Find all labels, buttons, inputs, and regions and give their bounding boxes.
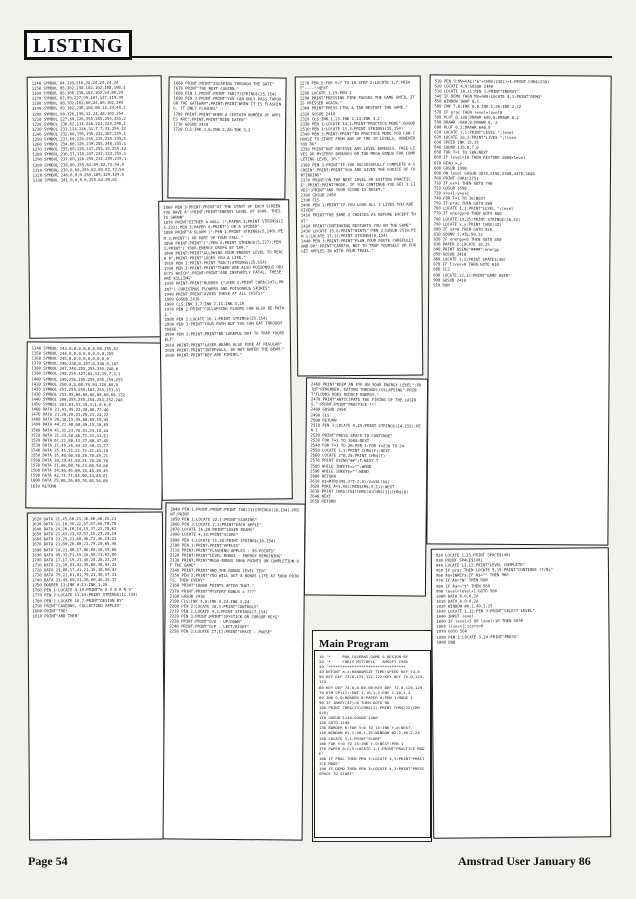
listing-clip-main-program: [314, 650, 431, 838]
listing-text: 1660 PRINT:PRINT"ESCAPING THROUGH THE GATE" 1670 PRINT"THE NEXT CAVERN." 1680 PEN 1:PRINT:PRINT TAB(7)STRING$(25,154) 1690 PEN 3:PRINT:PRINT"YOU CAN ONLY PASS THROUGH THE GATEWAY";PRINT:PRINT"WHEN IT IS FLASHING. IT ONLY FLASHES" 1700 PRINT:PRINT"WHEN A CERTAIN NUMBER OF APPLES ARE";PRINT:PRINT"BEEN EATEN" 1710 GOSUB 2410 1720 CLS:INK 3,6:INK 2,26:INK 3,2: [173, 80, 282, 133]
listing-text: 1620 DATA 21,45,60,21,36,60,46,25,21 1630 DATA 21,10,35,22,57,67,60,70,78 1640 DATA 24,20,10,14,15,37,23,78,62 1650 DATA 21,43,21,42,57,15,27,25,10 1660 DATA 21,25,21,68,46,72,46,24,21 1670 DATA 21,80,26,80,21,79,20,65,48 1680 DATA 24,21,80,17,86,80,10,19,66 1690 DATA 45,33,71,15,16,58,71,62,80 1700 DATA 17,17,19,21,46,25,28,23,24 1710 DATA 21,20,81,42,30,80,38,54,21 1720 DATA 21,80,17,41,21,15,18,60,42 1730 DATA 79,22,61,81,79,21,30,37,21 1740 DATA 21,45,60,21,36,60,46,25,17 1750 BORDER 13:INK 0,13:INK 1,26 1760 PEN 1:LOCATE 4,10:PRINT"K A V E R N S" 1770 PEN 2:LOCATE 11,15:PRINT STRING$(11,154) 1780 PEN 1:LOCATE 16,7:PRINT"DESIGN BY" 1790 PRINT"CAVERNS, COLLECTING APPLES" 1800 PRINT"THE" 1810 PRINT"AND THEN": [31, 515, 138, 619]
listing-clip-level-select: [431, 547, 612, 839]
listing-text: 1860 PEN 3:PRINT:PRINT"AT THE START OF EACH SCREEN YOU HAVE A";PRINT:PRINT"ENERGY LEVEL OF 1000. THIS IS SHOWN" 1870 PRINT"EITHER A WALL (";PAPER 2;PRINT STRING$(25,232);PEN 3;PAPER 0;PRINT") OR A SPIDER" 1880 PRINT"A GLOOM (";PEN 1;PRINT STRING$(5,240);PEN 3;PRINT") OR PART OF YOUR FALL." 1890 PRINT:PRINT"(";PEN 2;PRINT STRING$(5,227);PEN 3;PRINT") YOUR ENERGY DROPS BY 100." 1900 PRINT:PRINT"ALLOWING YOUR ENERGY LEVEL TO REACH 0";PRINT:PRINT"LOSES YOU A LIFE." 1910 PEN 1:PRINT:PRINT TAB(7)STRING$(25,154) 1920 PEN 2:PRINT:PRINT"THERE ARE ALSO POISONOUS OBJECTS WHICH";PRINT:PRINT"ARE INSTANTLY FATAL. THESE ARE KILLING" 1930 PRINT:PRINT"BUSHES (";PEN 3;PRINT CHR$(247);PRINT") CHRISTMAS FLOWERS AND POISONOUS SPIKES" 1940 PRINT:PRINT"AVOID THESE AT ALL COSTS!" 1950 GOSUB 2410 1960 CLS:INK 3,7:INK 2,11:INK 3,26 1970 PEN 2:PRINT"COLLAPSING FLOORS CAN ALSO BE FATAL." 1980 PEN 1:LOCATE 10,1:PRINT STRING$(25,154) 1990 PEN 3:PRINT"YOUR PATH BUT YOU CAN EAT THROUGH THESE." 2000 PEN 3:PRINT:PRINT"BE CAREFUL NOT TO TRAP YOURSELF" 2010 PRINT:PRINT"LASER BEAMS ALSO FIRE AT REGULAR" 2020 PRINT:PRINT"INTERVALS, DO NOT ENTER THE BEAM." 2030 PRINT:PRINT"KEY ARE FIRING.": [163, 203, 285, 358]
listing-clip-data: [25, 341, 163, 509]
listing-text: 2040 PEN 1:PRINT:PRINT:PRINT TAB(11)STRING$(20,154):PRINT:PRINT 2050 PEN 1:LOCATE 22,1:PRINT"SCORING" 2060 PEN 3:LOCATE 2,3:PRINT"EACH APPLE" 2070 LOCATE 16,20:PRINT"LASER BEAMS" 2080 LOCATE 4,18:PRINT"SCORE" 2090 PEN 1:LOCATE 11,20:PRINT STRING$(18,154) 2100 PEN 3:PRINT:PRINT"APPLES" 2110 PRINT:PRINT"FLASHING APPLES - 50 POINTS" 2120 PRINT:PRINT"LEVEL BONUS - ENERGY REMAINING" 2130 PRINT:PRINT"MEGA-BONUS 5000 POINTS ON COMPLETION OF THE GAME" 2140 PRINT:PRINT"AND THE BONUS LEVEL TEN" 2150 PEN 2:PRINT"YOU WILL GET A BONUS LIFE AT 5000 POINTS, THEN EVERY" 2160 PRINT"10000 POINTS AFTER THAT." 2170 PRINT:PRINT"MYSTERY BONUS = ???" 2180 GOSUB 2410 2190 CLS:INK 3,8:INK 2,24:INK 3,24 2200 PEN 2:LOCATE 16,1:PRINT"CONTROLS" 2210 PEN 1:LOCATE 4,3:PRINT STRING$(7,154) 2220 PEN 3:PRINT:PRINT"JOYSTICK OR CURSOR KEYS" 2230 PRINT:PRINT"Q/A - UP/DOWN" 2240 PRINT:PRINT"O/P - LEFT/RIGHT" 2250 PEN 3:LOCATE 27,11:PRINT"SPACE - PAUSE": [169, 506, 300, 635]
main-program-title: Main Program: [319, 638, 389, 650]
listing-clip-scoring: [163, 502, 306, 840]
listing-text: 510 PEN 9:MV=VAL("&"+CHR$(238))+1:PRINT CHR$(238) 520 LOCATE 4,9:GOSUB 2440 530 LOCATE 18,11:PEN 1:PRINT"ENERGY" 540 IF DEMO THEN MV=500:LOCATE 4,3:PRINT"DEMO" 550 WINDOW SWAP 0,1 560 INK 7,6:INK 8,6:INK 1,20:INK 2,22 570 IF prac THEN level=level0 580 PLOT 0,388:DRAWR 640,0:DRAWR 0,2 590 DRAWR -640,0:DRAWR 0,-2 600 PLOT 0,2:DRAWR 640,0 610 LOCATE 1,1:PRINT"LEVEL ";level 620 LOCATE 28,1:PRINT"LIVES ";lives 630 SPEED INK 15,15 640 SOUND 135,0,7,0 650 FOR T=1 TO 100:NEXT 660 IF level<10 THEN RESTORE 1000+level 670 READ x,y 680 GOSUB 1990 690 ON level GOSUB 3010,3150,3300,3470,3640 700 PRINT CHR$(225) 710 IF ex=1 THEN GOTO 740 720 GOSUB 1590 730 x=x+1:y=y+1 740 FOR T=1 TO 10:NEXT 750 IF prac THEN GOTO 800 760 LOCATE 1,1:PRINT"LEVEL ";level 770 IF energy>0 THEN GOTO 680 780 LOCATE 19,25:PRINT STRING$(16,32) 790 LOCATE x,y:PRINT CHR$(32) 800 IF ex=0 THEN GOTO 820 810 SOUND 1,478,50,12 820 IF energy<0 THEN GOTO 850 830 PAPER 2:LOCATE 19,25 840 PRINT USING"####";energy 850 GOSUB 2410 860 LOCATE 1,1:PRINT SPACE$(40) 870 IF lives>0 THEN GOTO 610 880 CLS 890 LOCATE 12,12:PRINT"GAME OVER" 900 GOSUB 2410 910 RUN: [433, 78, 550, 288]
listing-clip-game-loop: [426, 74, 611, 545]
listing-header-box: [24, 30, 132, 60]
page-number: Page 54: [28, 854, 68, 868]
header-rule: [132, 56, 612, 58]
listing-text: 1140 SYMBOL 84,126,216,24,24,24,24,24 1150 SYMBOL 85,102,238,102,102,108,108,1 1160 SYMBOL 86,108,238,102,102,54,60,24 1170 SYMBOL 87,99,227,99,107,127,119,99 1180 SYMBOL 88,102,102,60,24,60,102,204 1190 SYMBOL 89,102,238,102,60,12,24,48,2 1200 SYMBOL 90,126,198,12,24,48,102,254 1210 SYMBOL 227,60,126,255,255,255,255,2 1220 SYMBOL 230,62,111,246,224,224,248,1 1230 SYMBOL 231,124,246,31,7,7,31,254,12 1240 SYMBOL 232,66,195,195,231,167,255,1 1250 SYMBOL 233,60,126,255,219,255,195,1 1260 SYMBOL 234,60,126,239,255,248,255,1 1270 SYMBOL 235,60,126,247,255,15,255,12 1280 SYMBOL 236,57,118,247,247,233,255,1 1290 SYMBOL 237,60,126,255,231,239,239,1 1300 SYMBOL 238,60,255,62,89,82,72,54,0 1310 SYMBOL 239,0,60,255,62,89,82,72,54 1320 SYMBOL 240,0,0,0,255,189,129,129,0 1330 SYMBOL 241,0,0,0,0,255,62,89,82: [31, 79, 127, 183]
magazine-issue: Amstrad User January 86: [458, 854, 591, 868]
listing-header-title: LISTING: [33, 35, 124, 57]
listing-text: 2460 PRINT"KEEP AN EYE ON YOUR ENERGY LEVEL":PRINT"REMEMBER, EATING THROUGH COLLAPSING":PRINT"FLOORS DOES REDUCE ENERGY." 2470 PRINT"ANTICIPATE THE FIRING OF THE LASERS.":PRINT:PRINT"PRACTICE !!" 2480 GOSUB 2450 2490 CLS 2500 RETURN 2510 PEN 3:LOCATE 9,25:PRINT STRING$(24,233):PEN 1 2520 PRINT"PRESS SPACE TO CONTINUE" 2530 FOR T=1 TO 1000:NEXT 2540 FOR T=1 TO 26:PEN 1:FOR Y=238 TO 24 2550 LOCATE 1,Y:PRINT CHR$(Y):NEXT 2560 LOCATE 2*B,25:PRINT CHR$(T) 2570 PRINT USING"##";T:NEXT T 2580 WHILE INKEY$<>"":WEND 2590 WHILE INKEY$="":WEND 2600 RETURN 2610 A$=MID$(M$,3*T-2,3):V=VAL(A$) 2620 POKE A+S,ASC(MID$(M$,I,1)):NEXT 2630 PRINT CHR$(254)CHR$(8)CHR$(11)CHR$(8) 2640 NEXT 2650 RETURN: [309, 381, 422, 504]
listing-text: 10 '* PAK CAVERNS,GAME & DESIGN BY 20 '* CHRIS MITCHELL AMSOFT 1985 30 '********************************* 40 DEFINT a-z:RANDOMIZE TIME:SPEED KEY 74,0 50 KEY DEF 73,0,122,122,122:KEY DEF 75,0,123,123 60 KEY DEF 74,0,0,80,80:KEY DEF 72,0,129,129 70 DIM SP(11):ENT 1,10,1,2:ENV 1,10,1,2 80 INK 0,0:BORDER 0:PAPER 0:PEN 1:MODE 1 90 IF INKEY(47)=0 THEN GOTO 90 100 PRINT CHR$(23)CHR$(1):PRINT CHR$(22)CHR$(0) 110 GOSUB 1140:GOSUB 1460 120 GOTO 1190 130 BORDER 0:FOR Y=0 TO 15:INK Y,0:NEXT 140 WINDOW #1,1,40,1,25:WINDOW #2,1,40,2,24 150 LOCATE 1,1:PRINT"SCORE" 160 FOR Y=0 TO 15:INK Y,0:NEXT:PEN 1 170 PAPER 0:CLS:LOCATE 1,1:PRINT"PRACTICE MODE" 180 IF PRAC THEN PEN 3:LOCATE 4,3:PRINT"PRACTICE MODE" 190 IF DEMO THEN PEN 3:LOCATE 4,3:PRINT"PRESS SPACE TO START": [319, 654, 425, 777]
listing-clip-data-2: [27, 512, 165, 841]
listing-text: 1340 SYMBOL 243,0,0,0,0,0,0,60,255,62 1350 SYMBOL 244,0,0,0,0,0,0,0,0,255 1360 SYMBOL 245,0,0,0,0,0,0,0,0,0 1370 SYMBOL 246,238,0,187,0,238,0,187 1380 SYMBOL 247,248,255,255,255,248,0 1390 SYMBOL 248,255,127,63,31,15,7,3,1 1400 SYMBOL 249,255,255,255,255,255,255 1410 SYMBOL 250,4,8,60,78,94,126,60,0 1420 SYMBOL 251,255,255,102,255,153,51 1430 SYMBOL 253,95,68,68,68,68,68,68,132 1440 SYMBOL 200,255,255,254,254,252,248 1450 SYMBOL 201,63,31,15,3,1,0,0,0 1460 DATA 21,41,49,22,30,80,77,46 1470 DATA 21,20,20,21,20,23,24,22 1480 DATA 26,30,15,45,68,65,19,45 1490 DATA 44,21,40,60,49,15,10,65 1500 DATA 41,31,23,78,41,23,18,44 1510 DATA 21,33,58,46,71,21,41,61 1520 DATA 61,21,80,13,37,80,47,45 1530 DATA 21,45,26,54,33,30,31,77 1540 DATA 25,45,51,21,71,21,41,18 1550 DATA 35,40,60,58,20,70,49,21 1560 DATA 30,19,41,50,21,70,20,76 1570 DATA 21,66,80,76,23,60,54,80 1580 DATA 34,36,45,69,18,48,30,49 1590 DATA 42,71,71,54,90,24,45,61 1600 DATA 25,80,26,80,70,88,54,80 1610 RETURN: [30, 345, 125, 489]
listing-clip-practice: [295, 75, 424, 376]
listing-clip-instructions-1: [167, 76, 286, 199]
listing-text: 2270 PEN 2:FOR Y=7 TO 15 STEP 2:LOCATE 1,Y:PRINT"----":NEXT 2280 LOCATE 1,19:PEN 1 2290 PRINT"PRESSING FIRE PAUSES THE GAME UNTIL IT IS PRESSED AGAIN." 2300 PRINT"PRESS CTRL & TAB RESTART THE GAME." 2310 GOSUB 2410 2320 CLS:INK 1,23:INK 2,14:INK 3,2 2330 PEN 1:LOCATE 14,1:PRINT"PRACTICE MODE":GOSUB 2510:PEN 1:LOCATE 13,3:PRINT STRING$(15,154) 2340 PEN 3:PRINT:PRINT"IN PRACTICE MODE YOU CAN CHOOSE TO START FROM ANY OF THE 10 LEVELS, HOWEVER YOU DO" 2350 PRINT"NOT RECEIVE ANY LEVEL BONUSES, FREE LIVES OR MYSTERY BONUSES OR THE MEGA-BONUS FOR COMPLETING LEVEL 10." 2360 PEN 3:PRINT"IF YOU SUCCESSFULLY COMPLETE A SCREEN":PRINT:PRINT"YOU ARE GIVEN THE CHOICE OF CONTINUING" 2370 PRINT"ON THE NEXT LEVEL OR EXITING PRACTICE":PRINT:PRINT"MODE. IF YOU CONTINUE YOU GET 3 LIVES":PRINT"AND YOUR SCORE IS RESET." 2380 GOSUB 2450 2390 CLS 2400 PEN 1:PRINT"IF YOU LOSE ALL 3 LIVES YOU ARE GIVEN" 2410 PRINT"THE SAME 2 CHOICES AS BEFORE EXCEPT THAT" 2420 PRINT"CONTINUING RESTARTS YOU ON THE SAME" 2430 LOCATE 15,8:PRINT"HINTS":PEN 2:GOSUB 2510:PEN 1:LOCATE 17,11:PRINT STRING$(6,154) 2440 PEN 3:PRINT:PRINT"PLAN YOUR ROUTE CAREFULLY AND DO":PRINT"CAREFUL NOT TO TRAP YOURSELF OR FORGET APPLES IN WITH YOUR TRAIL.": [299, 79, 418, 254]
listing-text: 920 LOCATE 1,25:PRINT SPACE$(40) 930 PRINT SPACE$(40) 940 LOCATE 13,12:PRINT"LEVEL COMPLETE" 950 IF prac THEN LOCATE 5,15:PRINT"CONTINUE (Y/N)" 960 A$=INKEY$:IF A$="" THEN 960 970 IF A$="N" THEN RUN 980 IF A$<>"Y" THEN 960 990 level=level+1:GOTO 560 1000 DATA 0,0,0,24 1010 DATA 0,0,0,24 1020 WINDOW #0,1,40,1,25 1030 LOCATE 1,12:PEN 3:PRINT"SELECT LEVEL" 1040 INPUT level 1050 IF level<1 OR level>10 THEN 1030 1060 lives=3:score=0 1070 GOTO 560 1080 PEN 1:LOCATE 3,24:PRINT"PRESS" 1090 END: [435, 552, 554, 645]
listing-clip-continue: [304, 377, 428, 596]
listing-clip-instructions-2: [158, 199, 293, 501]
listing-clip-symbols: [27, 75, 165, 338]
